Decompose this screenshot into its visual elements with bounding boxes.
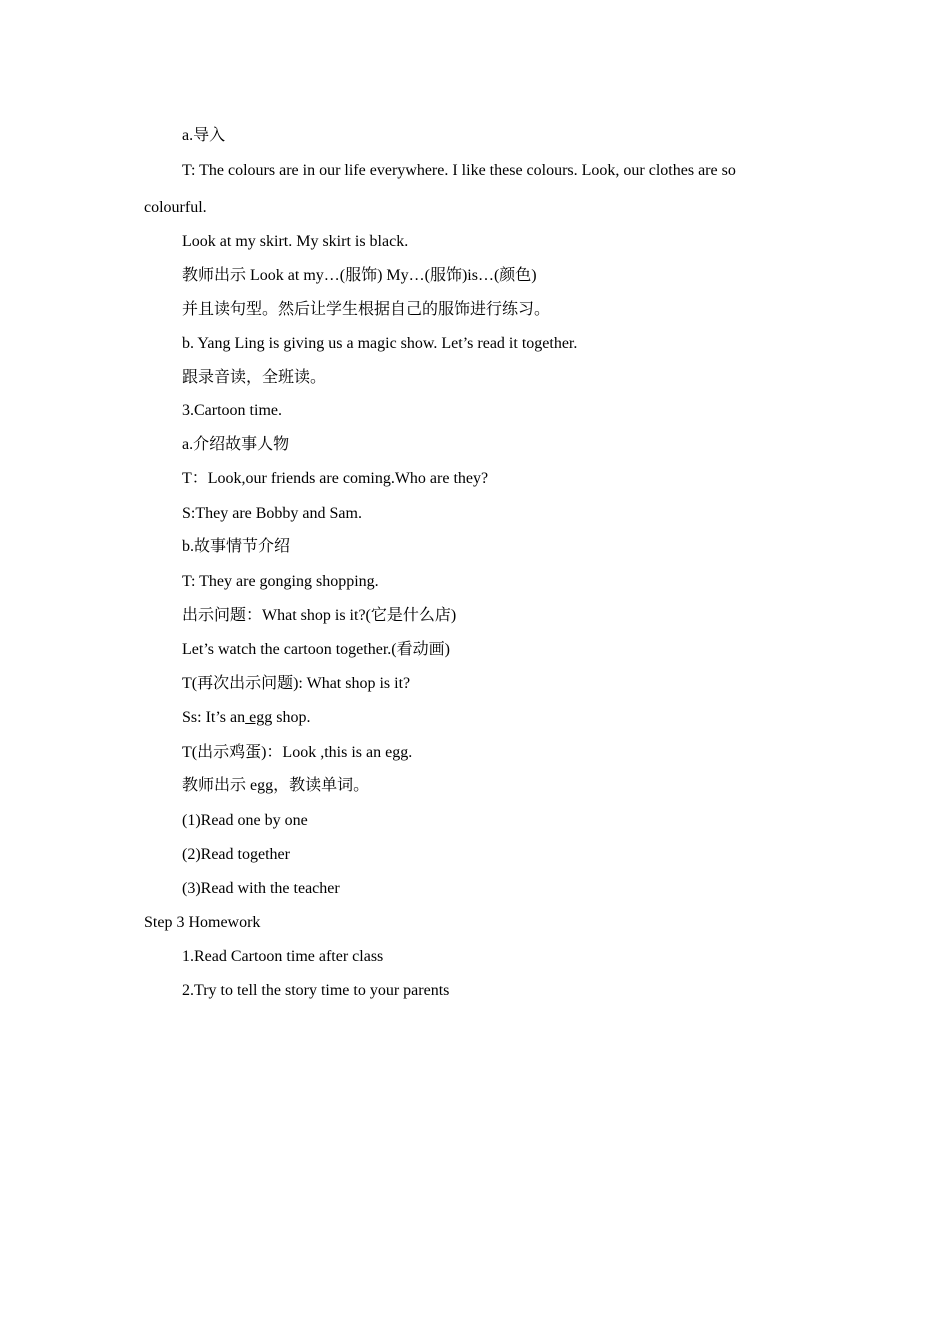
paragraph-line: b. Yang Ling is giving us a magic show. Let’s read it together. — [182, 335, 578, 352]
paragraph-line: colourful. — [144, 199, 207, 216]
paragraph-line: Let’s watch the cartoon together.(看动画) — [182, 641, 450, 658]
paragraph-line: Look at my skirt. My skirt is black. — [182, 233, 409, 250]
section-heading: Step 3 Homework — [144, 914, 261, 931]
answer-suffix: shop. — [272, 709, 311, 726]
paragraph-line: 跟录音读，全班读。 — [182, 369, 327, 386]
paragraph-line: 出示问题：What shop is it?(它是什么店) — [182, 607, 457, 624]
paragraph-line: T：Look,our friends are coming.Who are they? — [182, 470, 489, 487]
paragraph-line: T: They are gonging shopping. — [182, 573, 379, 590]
paragraph-line: T: The colours are in our life everywhere. I like these colours. Look, our clothes are so — [182, 162, 736, 179]
paragraph-line: (3)Read with the teacher — [182, 880, 340, 897]
paragraph-line: (2)Read together — [182, 846, 290, 863]
paragraph-line — [182, 708, 310, 728]
paragraph-line: 并且读句型。然后让学生根据自己的服饰进行练习。 — [182, 301, 551, 318]
paragraph-line: (1)Read one by one — [182, 812, 308, 829]
answer-prefix: Ss: It’s an — [182, 709, 246, 726]
paragraph-line: a.介绍故事人物 — [182, 436, 290, 453]
paragraph-line: b.故事情节介绍 — [182, 538, 291, 555]
paragraph-line: 1.Read Cartoon time after class — [182, 948, 384, 965]
paragraph-line: a.导入 — [182, 127, 226, 144]
paragraph-line: T(再次出示问题): What shop is it? — [182, 675, 411, 692]
paragraph-line: 2.Try to tell the story time to your parents — [182, 982, 450, 999]
paragraph-line: 教师出示 Look at my…(服饰) My…(服饰)is…(颜色) — [182, 267, 537, 284]
paragraph-line: T(出示鸡蛋)：Look ,this is an egg. — [182, 744, 413, 761]
paragraph-line: S:They are Bobby and Sam. — [182, 505, 362, 522]
underlined-word: egg — [245, 709, 273, 726]
paragraph-line: 3.Cartoon time. — [182, 402, 282, 419]
paragraph-line: 教师出示 egg，教读单词。 — [182, 777, 370, 794]
